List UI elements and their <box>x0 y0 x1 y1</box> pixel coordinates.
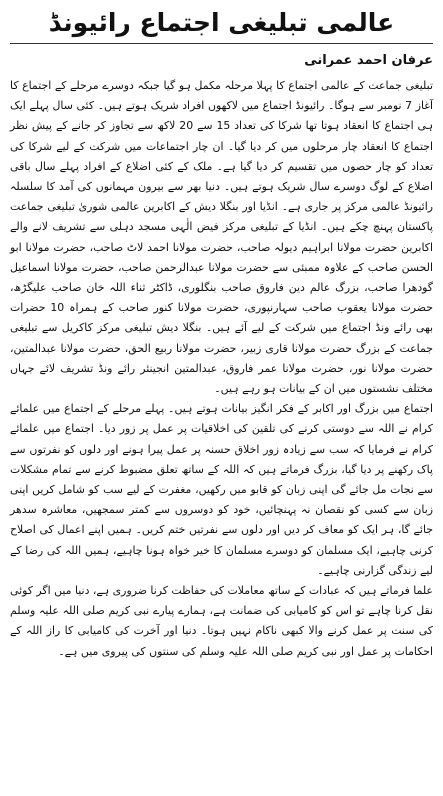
headline-divider <box>10 43 433 44</box>
article-paragraph-1: تبلیغی جماعت کے عالمی اجتماع کا پہلا مرحلہ مکمل ہو گیا جبکہ دوسرے مرحلے کے اجتماع کا آغاز 7 نومبر سے ہوگا۔ رائیونڈ اجتماع میں لاکھوں افراد شریک ہوتے ہیں۔ کئی سال پہلے ایک ہی اجتماع کا انعقاد ہوتا تھا شرکا کی تعداد 15 سے 20 لاکھ سے تجاوز کر جانے کے پیش نظر اجتماع کا انعقاد چار مرحلوں میں کر دیا گیا۔ ان چار اجتماعات میں شرکت کے لیے شرکا کی تعداد کو چار حصوں میں تقسیم کر دیا گیا ہے۔ ملک کے کئی اضلاع کے افراد پہلے سال باقی اضلاع کے لوگ دوسرے سال شریک ہوتے ہیں۔ دنیا بھر سے بیرون مہمانوں کی آمد کا سلسلہ رائیونڈ عالمی مرکز پر جاری ہے۔ انڈیا اور بنگلا دیش کے اکابرین عالمی شوریٰ تبلیغی جماعت پاکستان پہنچ چکے ہیں۔ انڈیا کے تبلیغی مرکز فیض الٰہی مسجد دہلی سے تشریف لانے والے اکابرین حضرت مولانا ابراہیم دیولہ صاحب، حضرت مولانا احمد لاٹ صاحب، حضرت مولانا ابو الحسن صاحب کے علاوہ ممبئی سے حضرت مولانا عبدالرحمن صاحب، حضرت مولانا اسماعیل گودھرا صاحب، بزرگ عالم دین فاروق صاحب بنگلوری، ڈاکٹر ثناء اللہ خان صاحب علیگڑھ، حضرت مولانا یعقوب صاحب سہارنپوری، حضرت مولانا کنور صاحب کے ہمراہ 10 حضرات بھی رائے ونڈ اجتماع میں شرکت کے لیے آئے ہیں۔ بنگلا دیش تبلیغی مرکز کاکریل سے تبلیغی جماعت کے بزرگ حضرت مولانا قاری زبیر، حضرت مولانا ربیع الحق، حضرت مولانا عبدالمتین، حضرت مولانا نور، حضرت مولانا عمر فاروق، عبدالمتین انجینئر رائے ونڈ تشریف لائے جہاں مختلف نشستوں میں ان کے بیانات ہو رہے ہیں۔ <box>10 79 434 396</box>
article-body <box>10 76 433 662</box>
article-paragraph-2: اجتماع میں بزرگ اور اکابر کے فکر انگیز بیانات ہوتے ہیں۔ پہلے مرحلے کے اجتماع میں علمائے کرام نے اللہ سے دوستی کرنے کی تلقین کی اخلاقیات پر عمل پر زور دیا۔ اجتماع میں علمائے کرام نے فرمایا کہ سب سے زیادہ زور اخلاق حسنہ پر عمل پیرا ہونے اور دلوں کو نفرتوں سے پاک رکھنے پر دیا گیا، بزرگ فرماتے ہیں کہ اللہ کے ساتھ تعلق مضبوط کرنے سے تمام مشکلات سے نجات مل جائے گی اپنی زبان کو قابو میں رکھیں، مغفرت کے لیے سب کو شامل کریں اپنی زبان سے کسی کو نقصان نہ پہنچائیں، خود کو دوسروں سے کمتر سمجھیں، معاشرہ سدھر جائے گا، ہر ایک کو معاف کر دیں اور دلوں سے نفرتیں ختم کریں۔ ہمیں اپنے اعمال کی اصلاح کرنی چاہیے، ایک مسلمان کو دوسرے مسلمان کا خیر خواہ ہونا چاہیے، ہمیں اللہ کی رضا کے لیے زندگی گزارنی چاہیے۔ <box>10 402 433 577</box>
author-byline: عرفان احمد عمرانی <box>304 53 433 68</box>
article-headline: عالمی تبلیغی اجتماع رائیونڈ <box>48 8 395 37</box>
article-paragraph-3: علما فرماتے ہیں کہ عبادات کے ساتھ معاملات کی حفاظت کرنا ضروری ہے، دنیا میں اگر کوئی نقل کرنا چاہے تو اس کو کامیابی کی ضمانت ہے، ہمارے پیارے نبی کریم صلی اللہ علیہ وسلم کی سنت پر عمل کرنے والا کبھی ناکام نہیں ہوتا۔ دنیا اور آخرت کی کامیابی کا راز اللہ کے احکامات پر عمل اور نبی کریم صلی اللہ علیہ وسلم کی سنتوں کی پیروی میں ہے۔ <box>10 584 433 658</box>
